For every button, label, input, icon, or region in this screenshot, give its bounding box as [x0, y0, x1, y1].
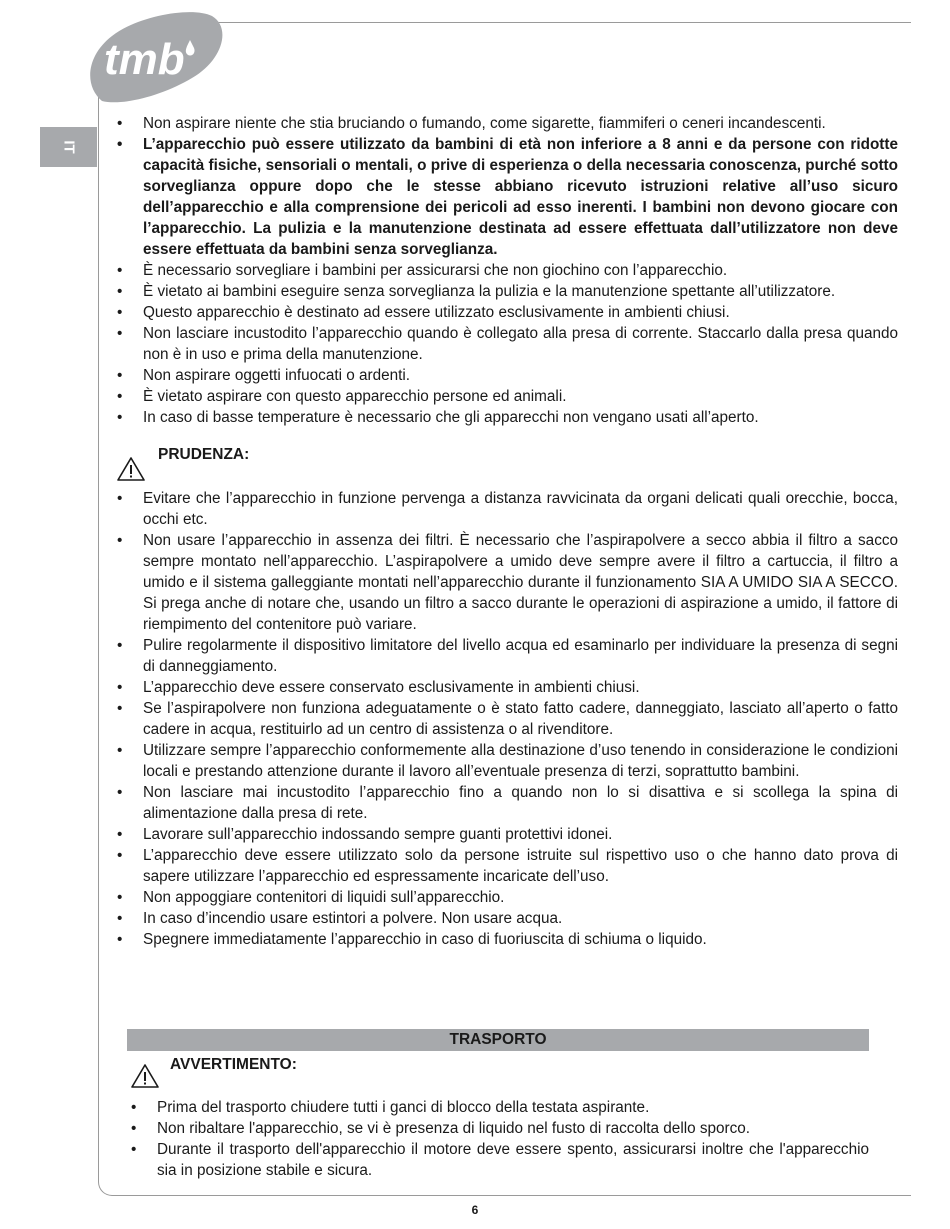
warning-triangle-icon: [130, 1063, 160, 1089]
trasporto-list: [127, 1097, 869, 1181]
list-item: • È vietato ai bambini eseguire senza sorveglianza la pulizia e la manutenzione spettante all’utilizzatore.: [113, 281, 898, 302]
avvertimento-heading: [127, 1053, 869, 1093]
list-item: • L’apparecchio deve essere utilizzato solo da persone istruite sul rispettivo uso o che hanno dato prova di sapere utilizzare l’apparecchio ed espressamente incaricate dell’uso.: [113, 845, 898, 887]
page-number: 6: [471, 1203, 479, 1217]
list-item: • In caso d’incendio usare estintori a polvere. Non usare acqua.: [113, 908, 898, 929]
list-item: • È vietato aspirare con questo apparecchio persone ed animali.: [113, 386, 898, 407]
list-item: • Non ribaltare l'apparecchio, se vi è presenza di liquido nel fusto di raccolta dello sporco.: [127, 1118, 869, 1139]
trasporto-content: [127, 1097, 869, 1181]
list-item: • L’apparecchio può essere utilizzato da bambini di età non inferiore a 8 anni e da persone con ridotte capacità fisiche, sensoriali o mentali, o prive di esperienza o della necessaria conoscenza, purché sotto sorveglianza oppure dopo che le stesse abbiano ricevuto istruzioni relative all’uso sicuro dell’apparecchio e alla comprensione dei pericoli ad esso inerenti. I bambini non devono giocare con l’apparecchio. La pulizia e la manutenzione destinata ad essere effettuata dall’utilizzatore non deve essere effettuata da bambini senza sorveglianza.: [113, 134, 898, 260]
list-item: • È necessario sorvegliare i bambini per assicurarsi che non giochino con l’apparecchio.: [113, 260, 898, 281]
trasporto-section-bar: [127, 1029, 869, 1051]
list-item: • Se l’aspirapolvere non funziona adeguatamente o è stato fatto cadere, danneggiato, lasciato all’aperto o fatto cadere in acqua, restituirlo ad un centro di assistenza o al rivenditore.: [113, 698, 898, 740]
list-item: • Non lasciare mai incustodito l’apparecchio fino a quando non lo si disattiva e si scollega la spina di alimentazione dalla presa di rete.: [113, 782, 898, 824]
list-item: • Pulire regolarmente il dispositivo limitatore del livello acqua ed esaminarlo per individuare la presenza di segni di danneggiamento.: [113, 635, 898, 677]
list-item: • Non aspirare niente che stia bruciando o fumando, come sigarette, fiammiferi o ceneri incandescenti.: [113, 113, 898, 134]
main-content: [113, 113, 898, 950]
list-item: • Non lasciare incustodito l’apparecchio quando è collegato alla presa di corrente. Staccarlo dalla presa quando non è in uso e prima della manutenzione.: [113, 323, 898, 365]
trasporto-title: TRASPORTO: [449, 1031, 547, 1048]
list-item: • Prima del trasporto chiudere tutti i ganci di blocco della testata aspirante.: [127, 1097, 869, 1118]
list-item: • Questo apparecchio è destinato ad essere utilizzato esclusivamente in ambienti chiusi.: [113, 302, 898, 323]
list-item: • In caso di basse temperature è necessario che gli apparecchi non vengano usati all’aperto.: [113, 407, 898, 428]
tmb-logo: [82, 6, 232, 104]
list-item: • Lavorare sull’apparecchio indossando sempre guanti protettivi idonei.: [113, 824, 898, 845]
language-tab-label: IT: [60, 140, 78, 154]
list-item: • Spegnere immediatamente l’apparecchio in caso di fuoriuscita di schiuma o liquido.: [113, 929, 898, 950]
prudenza-title: PRUDENZA:: [158, 446, 250, 463]
avvertimento-title: AVVERTIMENTO:: [170, 1056, 297, 1073]
list-item: • Utilizzare sempre l’apparecchio conformemente alla destinazione d’uso tenendo in considerazione le condizioni locali e prestando attenzione durante il lavoro all’eventuale presenza di terzi, soprattutto bambini.: [113, 740, 898, 782]
list-item: • Non aspirare oggetti infuocati o ardenti.: [113, 365, 898, 386]
list-item: • Durante il trasporto dell'apparecchio il motore deve essere spento, assicurarsi inoltre che l'apparecchio sia in posizione stabile e sicura.: [127, 1139, 869, 1181]
list-item: • L’apparecchio deve essere conservato esclusivamente in ambienti chiusi.: [113, 677, 898, 698]
language-tab: [40, 127, 97, 167]
list-item: • Evitare che l’apparecchio in funzione pervenga a distanza ravvicinata da organi delicati quali orecchie, bocca, occhi etc.: [113, 488, 898, 530]
list-item: • Non usare l’apparecchio in assenza dei filtri. È necessario che l’aspirapolvere a secco abbia il filtro a sacco sempre montato nell’apparecchio. L’aspirapolvere a umido deve sempre avere il filtro a cartuccia, il filtro a umido e il sistema galleggiante montati nell’apparecchio durante il funzionamento SIA A UMIDO SIA A SECCO. Si prega anche di notare che, usando un filtro a sacco durante le operazioni di aspirazione a umido, il fattore di riempimento del contenitore può variare.: [113, 530, 898, 635]
logo-text: tmb: [104, 35, 185, 84]
warning-triangle-icon: [116, 456, 146, 482]
prudenza-list: [113, 488, 898, 950]
prudenza-heading: [113, 446, 898, 484]
list-item: • Non appoggiare contenitori di liquidi sull’apparecchio.: [113, 887, 898, 908]
safety-list: [113, 113, 898, 428]
